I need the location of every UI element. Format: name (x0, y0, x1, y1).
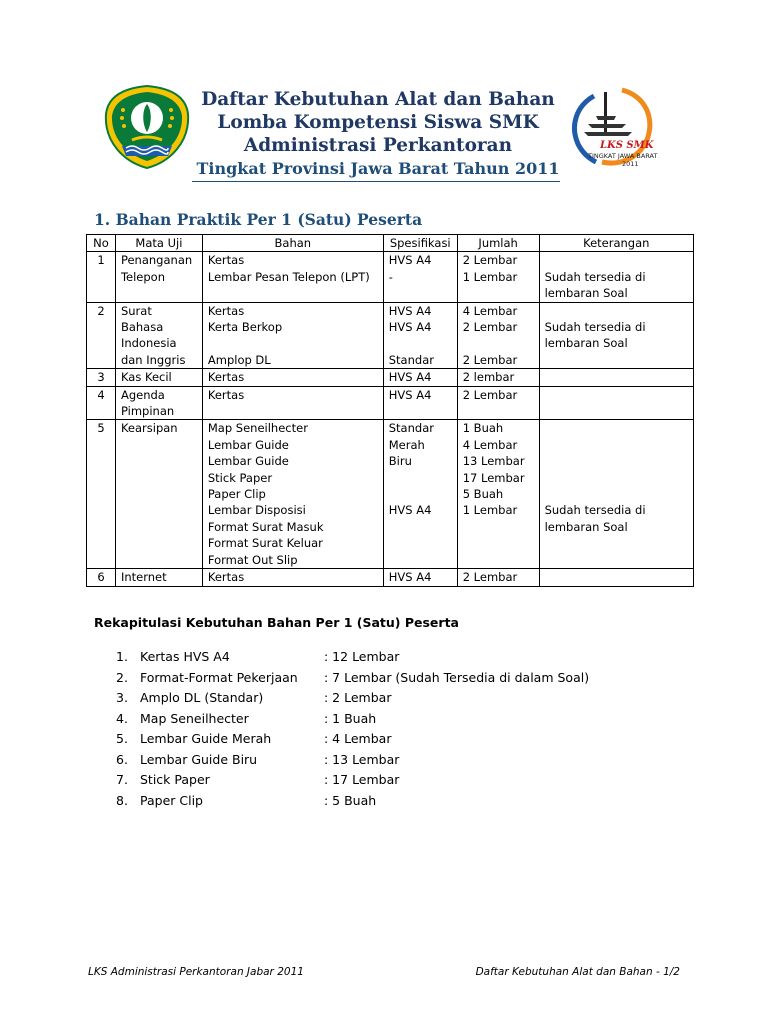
table-row (87, 252, 694, 302)
blank-line (389, 486, 452, 502)
blank-line (545, 252, 688, 268)
cell-bahan (202, 420, 383, 569)
cell-line: 1 Lembar (462, 269, 518, 284)
header-jumlah: Jumlah (457, 235, 539, 252)
cell-line: Kertas (207, 253, 245, 268)
cell-line: Lembar Guide (207, 437, 289, 452)
cell-line: Agenda (120, 387, 165, 402)
cell-line: 2 Lembar (462, 570, 518, 585)
cell-mata-uji (115, 569, 202, 586)
cell-spesifikasi (383, 386, 457, 420)
blank-line (389, 470, 452, 486)
blank-line (545, 453, 688, 469)
cell-line: Bahasa (120, 320, 164, 335)
cell-line: Format Surat Keluar (207, 536, 323, 551)
cell-no: 1 (87, 252, 116, 302)
cell-line: Map Seneilhecter (207, 421, 308, 436)
cell-line: Biru (388, 454, 412, 469)
cell-jumlah (457, 369, 539, 386)
cell-line: Lembar Disposisi (207, 503, 306, 518)
cell-line: HVS A4 (388, 503, 432, 518)
recap-item-label: Map Seneilhecter (140, 710, 249, 726)
recap-item-label: Paper Clip (140, 792, 203, 808)
recap-item-value: : 13 Lembar (324, 751, 400, 767)
cell-line: Paper Clip (207, 487, 266, 502)
title-underline (192, 181, 560, 182)
cell-spesifikasi (383, 252, 457, 302)
cell-line: 1 Lembar (462, 503, 518, 518)
cell-jumlah (457, 302, 539, 369)
cell-bahan (202, 302, 383, 369)
blank-line (545, 420, 688, 436)
blank-line (545, 470, 688, 486)
cell-keterangan (539, 569, 693, 586)
table-row (87, 302, 694, 369)
cell-keterangan (539, 252, 693, 302)
table-row (87, 369, 694, 386)
cell-line: Merah (388, 437, 425, 452)
recap-item-label: Lembar Guide Biru (140, 751, 258, 767)
header-bahan: Bahan (202, 235, 383, 252)
cell-line: Sudah tersedia di (544, 503, 646, 518)
table-header-row (87, 235, 694, 252)
cell-line: Lembar Pesan Telepon (LPT) (207, 269, 370, 284)
cell-line: 1 Buah (462, 421, 504, 436)
cell-line: HVS A4 (388, 570, 432, 585)
blank-line (545, 437, 688, 453)
cell-spesifikasi (383, 302, 457, 369)
cell-spesifikasi (383, 420, 457, 569)
cell-line: - (388, 269, 393, 284)
cell-line: Kas Kecil (120, 370, 172, 385)
cell-line: Format Surat Masuk (207, 519, 324, 534)
cell-keterangan (539, 369, 693, 386)
cell-line: Internet (120, 570, 167, 585)
cell-line: 2 Lembar (462, 387, 518, 402)
blank-line (545, 569, 688, 585)
cell-line: lembaran Soal (544, 286, 628, 301)
cell-line: Format Out Slip (207, 552, 298, 567)
cell-line: HVS A4 (388, 370, 432, 385)
cell-no: 5 (87, 420, 116, 569)
recap-item-number: 6. (116, 751, 128, 767)
cell-line: Sudah tersedia di (544, 320, 646, 334)
cell-mata-uji (115, 386, 202, 420)
recap-item-number: 3. (116, 690, 128, 705)
cell-keterangan (539, 302, 693, 369)
cell-line: Amplop DL (207, 352, 271, 367)
recap-item-value: : 1 Buah (324, 710, 377, 726)
cell-jumlah (457, 569, 539, 586)
recap-item-value: : 12 Lembar (324, 649, 400, 664)
lks-smk-logo (566, 84, 662, 176)
blank-line (208, 335, 378, 351)
recap-item-value: : 4 Lembar (324, 731, 392, 746)
header-spesifikasi: Spesifikasi (383, 235, 457, 252)
document-title (196, 88, 560, 181)
recap-item-number: 1. (116, 649, 128, 664)
cell-line: Kertas (207, 570, 245, 585)
cell-mata-uji (115, 369, 202, 386)
blank-line (545, 387, 688, 403)
cell-line: 17 Lembar (462, 470, 525, 485)
cell-line: HVS A4 (388, 320, 432, 335)
materials-table (86, 234, 694, 587)
recap-item-label: Amplo DL (Standar) (140, 690, 264, 705)
recap-item-number: 2. (116, 669, 128, 685)
cell-no: 4 (87, 386, 116, 420)
cell-jumlah (457, 420, 539, 569)
title-line-2: Lomba Kompetensi Siswa SMK (217, 112, 539, 133)
cell-line: lembaran Soal (544, 336, 628, 351)
cell-mata-uji (115, 420, 202, 569)
cell-line: Surat (120, 303, 152, 318)
cell-line: Penanganan (120, 253, 193, 268)
recap-item-label: Lembar Guide Merah (140, 731, 272, 746)
recap-title: Rekapitulasi Kebutuhan Bahan Per 1 (Satu) Peserta (94, 615, 459, 630)
blank-line (389, 335, 452, 351)
recap-item-value: : 2 Lembar (324, 690, 392, 705)
jawa-barat-emblem-logo (102, 84, 192, 170)
cell-line: Standar (388, 421, 434, 436)
cell-line: Kertas (207, 303, 245, 318)
cell-line: Lembar Guide (207, 454, 289, 469)
recap-item-value: : 5 Buah (324, 792, 377, 808)
recap-item-number: 5. (116, 731, 128, 746)
footer-right: Daftar Kebutuhan Alat dan Bahan - 1/2 (475, 966, 680, 978)
cell-spesifikasi (383, 369, 457, 386)
recap-item-label: Format-Format Pekerjaan (140, 669, 298, 685)
cell-line: 4 Lembar (462, 437, 518, 452)
header-no: No (87, 235, 116, 252)
table-row (87, 386, 694, 420)
blank-line (545, 303, 688, 319)
cell-no: 6 (87, 569, 116, 586)
cell-line: 2 Lembar (462, 253, 518, 268)
table-row (87, 569, 694, 586)
recap-item-value: : 17 Lembar (324, 772, 400, 787)
cell-mata-uji (115, 302, 202, 369)
header-mata-uji: Mata Uji (115, 235, 202, 252)
recap-item-label: Stick Paper (140, 772, 210, 787)
blank-line (463, 335, 534, 351)
cell-spesifikasi (383, 569, 457, 586)
cell-line: 2 lembar (462, 370, 515, 385)
cell-line: Kearsipan (120, 421, 178, 436)
recap-item-number: 4. (116, 710, 128, 726)
header-keterangan: Keterangan (539, 235, 693, 252)
cell-line: 4 Lembar (462, 303, 518, 318)
table-row (87, 420, 694, 569)
blank-line (545, 486, 688, 502)
cell-line: Indonesia (120, 336, 177, 351)
cell-line: Pimpinan (120, 404, 175, 419)
cell-line: HVS A4 (388, 253, 432, 268)
recap-item-number: 8. (116, 792, 128, 808)
cell-bahan (202, 386, 383, 420)
section-title: 1. Bahan Praktik Per 1 (Satu) Peserta (94, 210, 423, 229)
cell-line: Kertas (207, 387, 245, 402)
cell-line: 2 Lembar (462, 320, 518, 335)
cell-no: 3 (87, 369, 116, 386)
cell-jumlah (457, 252, 539, 302)
cell-line: Stick Paper (207, 470, 273, 485)
blank-line (545, 369, 688, 385)
cell-line: HVS A4 (388, 387, 432, 402)
title-line-4: Tingkat Provinsi Jawa Barat Tahun 2011 (196, 159, 560, 178)
cell-keterangan (539, 420, 693, 569)
cell-line: 2 Lembar (462, 352, 518, 367)
cell-jumlah (457, 386, 539, 420)
cell-line: Sudah tersedia di (544, 269, 646, 284)
cell-keterangan (539, 386, 693, 420)
cell-bahan (202, 569, 383, 586)
year-text: 2011 (622, 160, 639, 168)
cell-bahan (202, 369, 383, 386)
recap-item-number: 7. (116, 772, 128, 787)
recap-item-label: Kertas HVS A4 (140, 649, 230, 664)
cell-line: dan Inggris (120, 352, 186, 367)
cell-line: Kerta Berkop (207, 320, 283, 335)
tingkat-jawa-barat-text: TINGKAT JAWA BARAT (588, 152, 658, 160)
cell-line: Standar (388, 352, 434, 367)
title-line-3: Administrasi Perkantoran (243, 135, 513, 156)
title-line-1: Daftar Kebutuhan Alat dan Bahan (201, 89, 555, 110)
cell-line: 5 Buah (462, 487, 504, 502)
cell-line: Telepon (120, 269, 165, 284)
cell-no: 2 (87, 302, 116, 369)
cell-line: HVS A4 (388, 303, 432, 318)
footer-left: LKS Administrasi Perkantoran Jabar 2011 (88, 966, 304, 978)
cell-line: lembaran Soal (544, 519, 628, 534)
cell-line: 13 Lembar (462, 454, 525, 469)
lks-smk-text: LKS SMK (600, 140, 654, 151)
cell-line: Kertas (207, 370, 245, 385)
cell-bahan (202, 252, 383, 302)
recap-item-value: : 7 Lembar (Sudah Tersedia di dalam Soal) (324, 669, 590, 685)
cell-mata-uji (115, 252, 202, 302)
